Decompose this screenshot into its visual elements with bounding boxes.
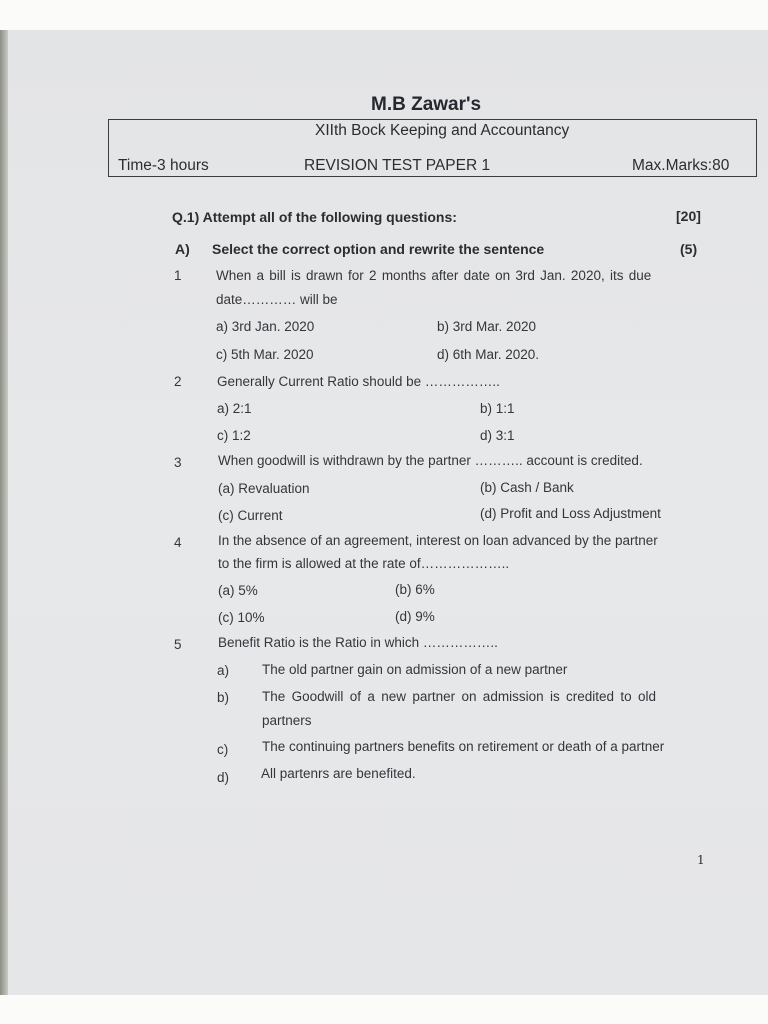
option: (a) 5% bbox=[218, 583, 258, 598]
photo-bottom-margin bbox=[0, 995, 768, 1024]
option-text: The Goodwill of a new partner on admission is credited to old bbox=[262, 689, 657, 704]
option-letter: c) bbox=[217, 742, 229, 757]
item-number: 2 bbox=[174, 374, 182, 389]
option: (c) 10% bbox=[218, 610, 265, 625]
subject-subtitle: XIIth Bock Keeping and Accountancy bbox=[315, 122, 570, 139]
section-title: Select the correct option and rewrite the sentence bbox=[212, 241, 545, 257]
item-text: When a bill is drawn for 2 months after date on 3rd Jan. 2020, its due bbox=[216, 268, 652, 283]
item-text-cont: date………… will be bbox=[216, 292, 338, 307]
option: d) 6th Mar. 2020. bbox=[437, 347, 540, 362]
option: b) 3rd Mar. 2020 bbox=[437, 319, 537, 334]
item-text: In the absence of an agreement, interest on loan advanced by the partner bbox=[218, 533, 658, 548]
item-number: 3 bbox=[174, 455, 182, 470]
max-marks: Max.Marks:80 bbox=[632, 157, 730, 174]
option-letter: d) bbox=[217, 770, 230, 785]
question-title: Q.1) Attempt all of the following questions: bbox=[172, 209, 457, 225]
option: d) 3:1 bbox=[480, 428, 515, 443]
option-letter: b) bbox=[217, 690, 230, 705]
institute-title: M.B Zawar's bbox=[371, 94, 482, 115]
question-marks: [20] bbox=[676, 208, 701, 224]
item-text: Generally Current Ratio should be …………….. bbox=[217, 374, 500, 389]
item-number: 5 bbox=[174, 637, 182, 652]
option: (b) 6% bbox=[395, 582, 435, 597]
option: c) 5th Mar. 2020 bbox=[216, 347, 314, 362]
page-number: 1 bbox=[697, 853, 705, 867]
option: a) 2:1 bbox=[217, 401, 252, 416]
option: (a) Revaluation bbox=[218, 481, 310, 496]
option: (d) Profit and Loss Adjustment bbox=[480, 506, 661, 521]
option: (d) 9% bbox=[395, 609, 435, 624]
section-marks: (5) bbox=[680, 241, 698, 257]
item-number: 1 bbox=[174, 268, 182, 283]
option-letter: a) bbox=[217, 663, 230, 678]
paper-left-edge bbox=[0, 30, 8, 995]
item-number: 4 bbox=[174, 535, 182, 550]
exam-duration: Time-3 hours bbox=[118, 157, 209, 174]
paper-name: REVISION TEST PAPER 1 bbox=[304, 157, 491, 174]
item-text: When goodwill is withdrawn by the partner ……….. account is credited. bbox=[218, 453, 643, 468]
option: (b) Cash / Bank bbox=[480, 480, 574, 495]
option: (c) Current bbox=[218, 508, 283, 523]
option-text: The continuing partners benefits on retirement or death of a partner bbox=[262, 739, 665, 754]
option: a) 3rd Jan. 2020 bbox=[216, 319, 315, 334]
option-text: All partenrs are benefited. bbox=[261, 766, 416, 781]
option-text-cont: partners bbox=[262, 713, 312, 728]
photo-top-margin bbox=[0, 0, 768, 30]
section-letter: A) bbox=[175, 241, 190, 257]
option-text: The old partner gain on admission of a new partner bbox=[262, 662, 568, 677]
option: c) 1:2 bbox=[217, 428, 251, 443]
item-text: Benefit Ratio is the Ratio in which …………….. bbox=[218, 635, 498, 650]
item-text-cont: to the firm is allowed at the rate of……………….. bbox=[218, 556, 510, 571]
option: b) 1:1 bbox=[480, 401, 515, 416]
